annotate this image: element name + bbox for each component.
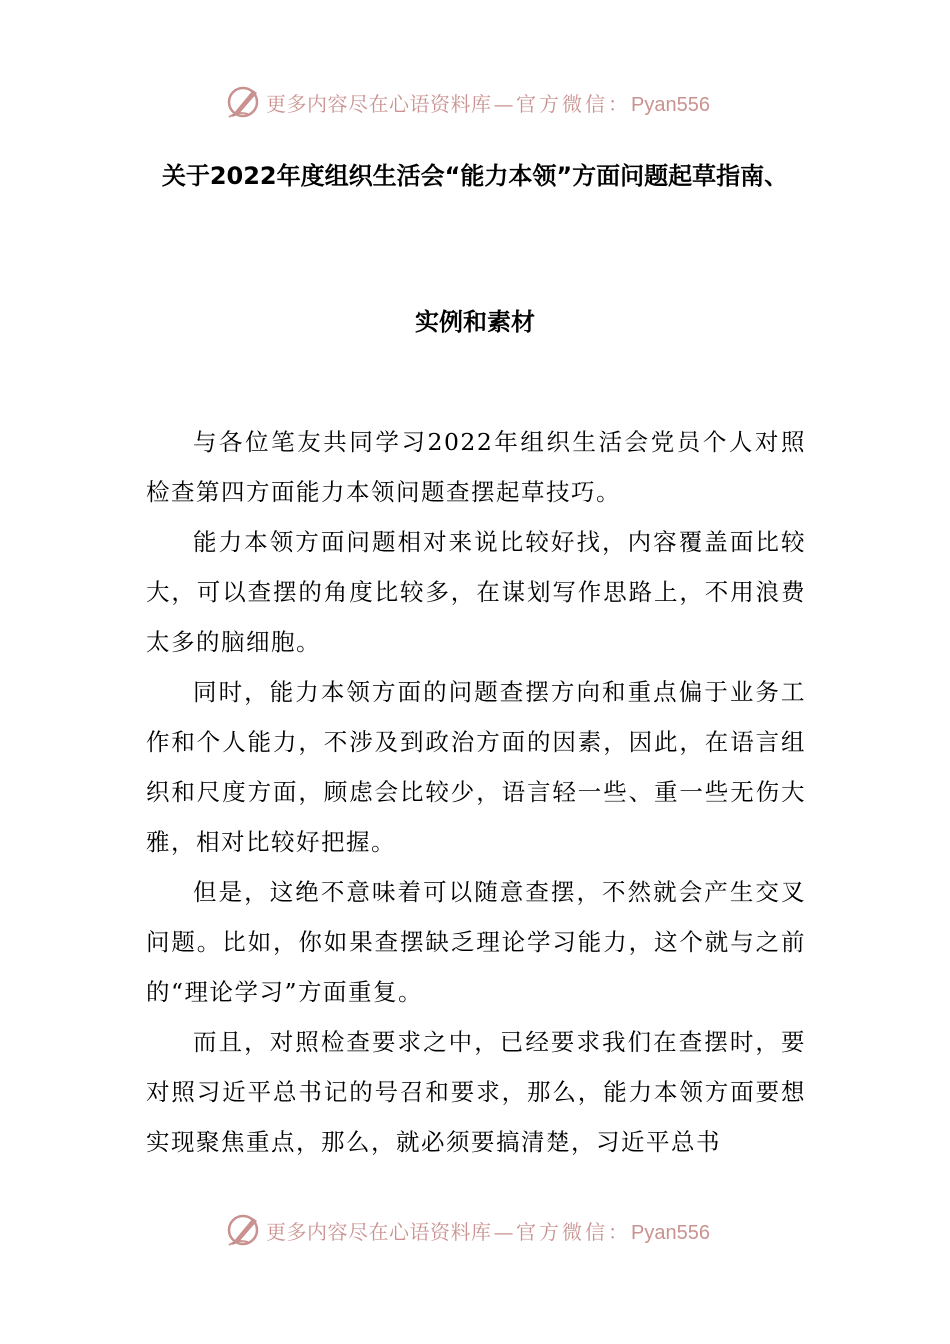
footer-watermark: [0, 1210, 950, 1250]
watermark-wechat-id: Pyan556: [631, 1222, 710, 1244]
watermark-separator: —: [493, 92, 514, 116]
document-body: [146, 417, 806, 1167]
header-watermark: [0, 82, 950, 122]
watermark-site-text: 更多内容尽在心语资料库: [266, 1220, 492, 1244]
body-paragraph: 而且，对照检查要求之中，已经要求我们在查摆时，要对照习近平总书记的号召和要求，那么，能力本领方面要想实现聚焦重点，那么，就必须要搞清楚，习近平总书: [146, 1028, 806, 1156]
document-title-line-1: 关于2022年度组织生活会“能力本领”方面问题起草指南、: [161, 162, 789, 190]
pen-logo-icon: [226, 1212, 262, 1248]
body-paragraph: 能力本领方面问题相对来说比较好找，内容覆盖面比较大，可以查摆的角度比较多，在谋划写作思路上，不用浪费太多的脑细胞。: [146, 528, 806, 656]
watermark-wechat-label: 官方微信：: [516, 92, 631, 116]
body-paragraph: 但是，这绝不意味着可以随意查摆，不然就会产生交叉问题。比如，你如果查摆缺乏理论学习能力，这个就与之前的“理论学习”方面重复。: [146, 878, 806, 1006]
document-title-line-2: 实例和素材: [415, 308, 535, 336]
pen-logo-icon: [226, 84, 262, 120]
watermark-wechat-id: Pyan556: [631, 94, 710, 116]
watermark-wechat-label: 官方微信：: [516, 1220, 631, 1244]
watermark-separator: —: [493, 1220, 514, 1244]
body-paragraph: 与各位笔友共同学习2022年组织生活会党员个人对照检查第四方面能力本领问题查摆起草技巧。: [146, 428, 806, 506]
body-paragraph: 同时，能力本领方面的问题查摆方向和重点偏于业务工作和个人能力，不涉及到政治方面的因素，因此，在语言组织和尺度方面，顾虑会比较少，语言轻一些、重一些无伤大雅，相对比较好把握。: [146, 678, 806, 856]
watermark-site-text: 更多内容尽在心语资料库: [266, 92, 492, 116]
